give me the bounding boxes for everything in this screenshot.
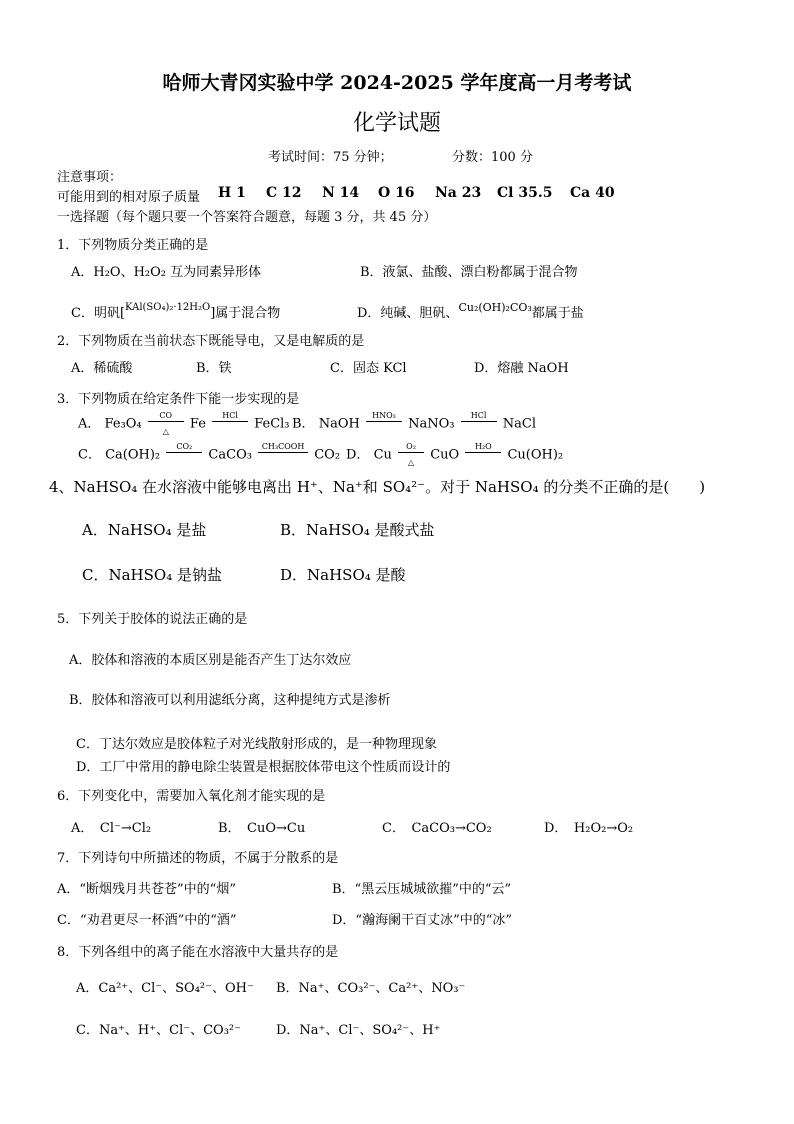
q3-d-label: D．	[346, 447, 370, 463]
q3-b-species-1: NaOH	[318, 416, 360, 432]
q1-option-c-formula: KAl(SO₄)₂·12H₂O	[125, 302, 211, 313]
q3-d-species-2: CuO	[430, 447, 460, 463]
q2-option-b: B．铁	[196, 361, 232, 376]
q5-option-d: D．工厂中常用的静电除尘装置是根据胶体带电这个性质而设计的	[76, 760, 451, 775]
q4-option-a: A．NaHSO₄ 是盐	[82, 521, 207, 539]
q5-option-b: B．胶体和溶液可以利用滤纸分离，这种提纯方式是渗析	[69, 693, 391, 708]
q4-stem: 4、NaHSO₄ 在水溶液中能够电离出 H⁺、Na⁺和 SO₄²⁻。对于 NaHSO₄ 的分类不正确的是( )	[49, 478, 706, 496]
q8-option-d: D．Na⁺、Cl⁻、SO₄²⁻、H⁺	[276, 1023, 441, 1038]
q3-d-arrow-1	[398, 443, 424, 467]
q3-a-condition-1: CO	[159, 411, 173, 420]
exam-score: 分数：100 分	[452, 150, 533, 165]
q5-stem: 5．下列关于胶体的说法正确的是	[57, 612, 248, 627]
q3-c-condition-1: CO₂	[176, 442, 193, 451]
atomic-mass-c: C 12	[266, 185, 302, 201]
q5-option-c: C．丁达尔效应是胶体粒子对光线散射形成的，是一种物理现象	[76, 737, 437, 752]
q1-option-d	[357, 302, 584, 321]
atomic-mass-h: H 1	[218, 185, 246, 201]
q1-option-c	[71, 302, 280, 321]
q8-option-b: B．Na⁺、CO₃²⁻、Ca²⁺、NO₃⁻	[276, 981, 466, 996]
section-one-heading: 一选择题（每个题只要一个答案符合题意，每题 3 分，共 45 分）	[57, 210, 437, 225]
q2-option-d: D．熔融 NaOH	[474, 361, 569, 376]
q3-d-species-1: Cu	[373, 447, 392, 463]
atomic-mass-o: O 16	[378, 185, 415, 201]
atomic-mass-na: Na 23	[435, 185, 482, 201]
q3-d-arrow-2	[465, 443, 501, 467]
arrow-right-icon	[212, 421, 248, 422]
q3-b-label: B．	[292, 416, 315, 432]
q7-option-c: C．“劝君更尽一杯酒”中的“酒”	[57, 913, 237, 928]
q1-option-c-suffix: ]属于混合物	[210, 306, 281, 321]
q3-a-species-1: Fe₃O₄	[104, 416, 142, 432]
q6-option-d: D． H₂O₂→O₂	[544, 821, 634, 836]
q3-b-condition-2: HCl	[470, 411, 487, 420]
q1-option-d-prefix: D．纯碱、胆矾、	[357, 306, 459, 321]
q3-b-species-2: NaNO₃	[408, 416, 455, 432]
q3-c-arrow-2	[258, 443, 308, 467]
q5-option-a: A．胶体和溶液的本质区别是能否产生丁达尔效应	[69, 653, 352, 668]
arrow-right-icon	[465, 452, 501, 453]
q6-stem: 6．下列变化中，需要加入氧化剂才能实现的是	[57, 789, 326, 804]
q3-option-b	[292, 412, 536, 436]
atomic-mass-n: N 14	[322, 185, 360, 201]
q7-option-a: A．“断烟残月共苍苍”中的“烟”	[57, 882, 236, 897]
notes-label: 注意事项：	[57, 170, 123, 185]
q7-option-b: B．“黑云压城城欲摧”中的“云”	[332, 882, 512, 897]
q3-d-condition-1b: △	[407, 458, 415, 467]
q3-a-arrow-1	[148, 412, 184, 436]
q3-c-species-3: CO₂	[314, 447, 341, 463]
arrow-right-icon	[166, 452, 202, 453]
q8-option-a: A．Ca²⁺、Cl⁻、SO₄²⁻、OH⁻	[76, 981, 254, 996]
q6-option-b: B． CuO→Cu	[218, 821, 306, 836]
q3-b-species-3: NaCl	[502, 416, 536, 432]
q1-option-d-formula: Cu₂(OH)₂CO₃	[458, 301, 532, 314]
q3-a-species-3: FeCl₃	[254, 416, 290, 432]
q2-option-c: C．固态 KCl	[330, 361, 407, 376]
q1-option-b: B．液氯、盐酸、漂白粉都属于混合物	[360, 265, 578, 280]
q4-option-b: B．NaHSO₄ 是酸式盐	[280, 521, 435, 539]
atomic-mass-cl: Cl 35.5	[497, 185, 553, 201]
q3-c-condition-2: CH₃COOH	[261, 442, 305, 451]
q1-option-d-suffix: 都属于盐	[531, 306, 584, 321]
q3-b-arrow-2	[461, 412, 497, 436]
q3-c-arrow-1	[166, 443, 202, 467]
arrow-right-icon	[258, 452, 308, 453]
q6-option-a: A． Cl⁻→Cl₂	[71, 821, 152, 836]
q6-option-c: C． CaCO₃→CO₂	[382, 821, 492, 836]
q2-stem: 2．下列物质在当前状态下既能导电，又是电解质的是	[57, 334, 365, 349]
q3-option-c	[78, 443, 340, 467]
q3-c-species-1: Ca(OH)₂	[105, 447, 161, 463]
q3-c-label: C．	[78, 447, 101, 463]
q3-b-arrow-1	[366, 412, 402, 436]
q3-a-arrow-2	[212, 412, 248, 436]
q3-d-species-3: Cu(OH)₂	[507, 447, 564, 463]
exam-time: 考试时间：75 分钟；	[268, 150, 393, 165]
q4-option-c: C．NaHSO₄ 是钠盐	[82, 566, 222, 584]
q2-option-a: A．稀硫酸	[71, 361, 133, 376]
q3-d-condition-2: H₂O	[474, 442, 492, 451]
arrow-right-icon	[398, 452, 424, 453]
q1-option-a: A．H₂O、H₂O₂ 互为同素异形体	[71, 265, 262, 280]
q3-c-species-2: CaCO₃	[208, 447, 252, 463]
arrow-right-icon	[366, 421, 402, 422]
q3-stem: 3．下列物质在给定条件下能一步实现的是	[57, 392, 300, 407]
q3-option-d	[346, 443, 563, 467]
subject-title: 化学试题	[352, 111, 441, 136]
q3-a-condition-2: HCl	[222, 411, 238, 420]
q3-a-condition-1b: △	[162, 427, 169, 436]
q4-option-d: D．NaHSO₄ 是酸	[280, 566, 406, 584]
q3-a-species-2: Fe	[189, 416, 206, 432]
q3-b-condition-1: HNO₃	[372, 411, 396, 420]
q8-stem: 8．下列各组中的离子能在水溶液中大量共存的是	[57, 945, 339, 960]
q8-option-c: C．Na⁺、H⁺、Cl⁻、CO₃²⁻	[76, 1023, 241, 1038]
atomic-mass-label: 可能用到的相对原子质量	[57, 190, 201, 205]
atomic-mass-ca: Ca 40	[570, 185, 615, 201]
q1-stem: 1．下列物质分类正确的是	[57, 238, 209, 253]
q3-a-label: A．	[78, 416, 101, 432]
q7-stem: 7．下列诗句中所描述的物质，不属于分散系的是	[57, 851, 339, 866]
q3-option-a	[78, 412, 290, 436]
q7-option-d: D．“瀚海阑干百丈冰”中的“冰”	[332, 913, 513, 928]
q1-option-c-prefix: C．明矾[	[71, 306, 126, 321]
arrow-right-icon	[461, 421, 497, 422]
exam-title: 哈师大青冈实验中学 2024-2025 学年度高一月考考试	[162, 72, 632, 94]
arrow-right-icon	[148, 421, 184, 422]
q3-d-condition-1: O₂	[406, 442, 416, 451]
